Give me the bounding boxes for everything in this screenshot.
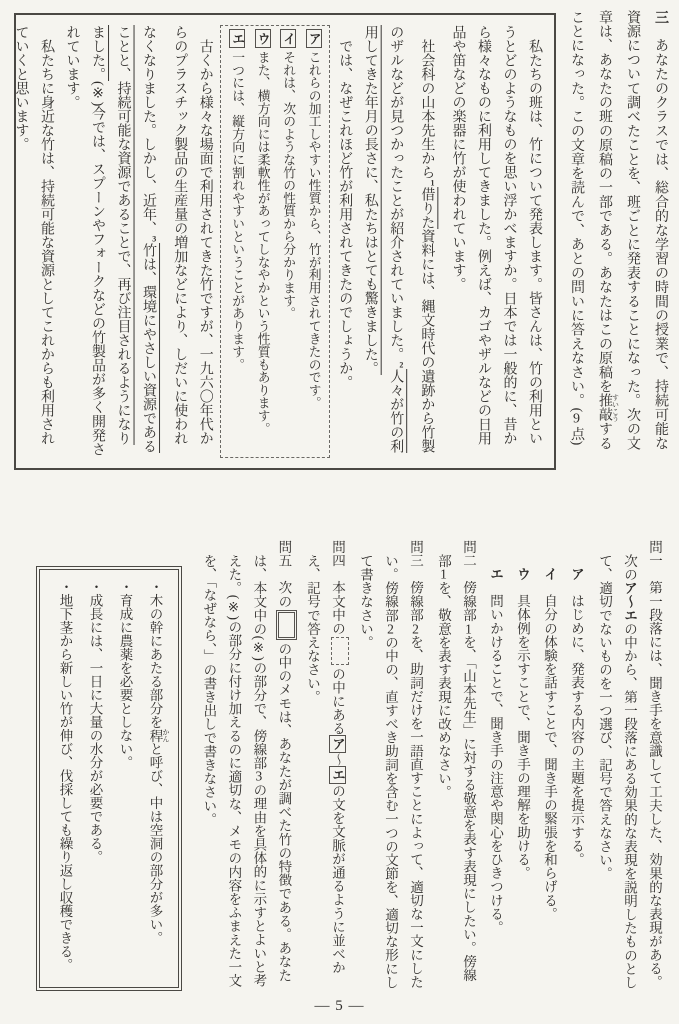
boxed-mark-a: ア bbox=[330, 737, 345, 751]
choice-i bbox=[275, 29, 301, 454]
sideline-3-text: 竹は、環境にやさしい資源であることと、持続可能な資源であることで、再び注目されるようになりました。 bbox=[90, 25, 157, 453]
paragraph-text: 資料には、縄文時代の遺跡から竹製のザルなどが見つかったことが紹介されていました。 bbox=[388, 25, 435, 453]
ruby-reading: かん bbox=[162, 728, 170, 743]
paragraph-text: では、なぜこれほど竹が利用されてきたのでしょうか。 bbox=[337, 25, 353, 389]
q1-option-i-mark: イ bbox=[542, 567, 557, 581]
passage-paragraph-2 bbox=[357, 25, 445, 458]
sideline-2-text: 人々が竹の利用してきた年月の長さに、私たちはとても驚きました。 bbox=[362, 25, 404, 453]
choice-u-text: また、横方向には柔軟性があってしなやかという性質もあります。 bbox=[255, 50, 270, 435]
ref-digit: 1 bbox=[440, 567, 447, 581]
choice-e-text: 一つには、縦方向に割れやすいということがあります。 bbox=[230, 50, 245, 371]
paragraph-text: 私たちに身近な竹は、持続可能な資源としてこれからも利用されていくと思います。 bbox=[13, 25, 55, 445]
question-3-text3: の中の、直すべき助詞を含む一つの文節を、適切な形にして書きなさい。 bbox=[358, 553, 398, 989]
points-digit: 9 bbox=[573, 412, 580, 427]
question-2-text2: を、「山本先生」に対する敬意を表す表現にしたい。傍線部 bbox=[436, 553, 476, 982]
choice-u bbox=[249, 29, 275, 454]
question-1-text: 第一段落には、聞き手を意識して工夫した、効果的な表現がある。次の bbox=[622, 553, 662, 989]
question-5 bbox=[196, 540, 297, 994]
choice-u-mark: ウ bbox=[255, 29, 271, 48]
intro-text-tail: 点) bbox=[569, 426, 584, 446]
ruby-base: 推敲 bbox=[597, 393, 612, 422]
question-4-text2: の中にある bbox=[330, 667, 345, 736]
memo-item-text: ・地下茎から新しい竹が伸び、伐採しても繰り返し収穫できる。 bbox=[57, 580, 73, 972]
question-4-label: 問四 bbox=[330, 540, 345, 568]
question-2-text3: を、敬意を表す表現に改めなさい。 bbox=[436, 580, 451, 799]
questions-block bbox=[181, 540, 667, 994]
ref-digit: 1 bbox=[465, 621, 472, 636]
passage-paragraph-5 bbox=[8, 25, 59, 458]
boxed-mark-e: エ bbox=[330, 768, 345, 783]
question-2 bbox=[431, 540, 481, 994]
memo-item-text: ・木の幹にあたる部分を bbox=[147, 580, 163, 729]
ruby-base: 稈 bbox=[147, 728, 163, 743]
intro-block bbox=[552, 10, 674, 452]
passage-box bbox=[14, 13, 556, 470]
q1-option-e bbox=[483, 540, 508, 994]
question-3 bbox=[353, 540, 428, 994]
sideline-ref-3: 3 bbox=[152, 235, 157, 243]
question-4 bbox=[300, 540, 350, 994]
choice-a-mark: ア bbox=[306, 29, 322, 48]
memo-item-text: と呼び、中は空洞の部分が多い。 bbox=[147, 742, 163, 945]
intro-text: あなたのクラスでは、総合的な学習の時間の授業で、持続可能な資源について調べたことを、班ごとに発表することになった。次の文章は、あなたの班の原稿の一部である。あなたはこの原稿を bbox=[597, 10, 668, 451]
question-1-range: ア～エ bbox=[622, 580, 637, 622]
paragraph-text: 社会科の山本先生から bbox=[419, 25, 435, 179]
reorder-sentences-box bbox=[220, 25, 330, 458]
question-1-label: 問一 bbox=[647, 540, 662, 568]
choice-i-mark: イ bbox=[280, 29, 296, 48]
q1-option-i bbox=[537, 540, 562, 994]
ref-digit: 3 bbox=[255, 769, 263, 783]
q1-option-u-mark: ウ bbox=[515, 567, 530, 581]
section-number: 三 bbox=[653, 10, 668, 25]
q1-option-u bbox=[510, 540, 535, 994]
ref-digit: 2 bbox=[412, 621, 419, 636]
ruby-reading: すいこう bbox=[611, 393, 620, 422]
sideline-1-text: 借りた bbox=[419, 187, 435, 229]
question-3-text2: を、助詞だけを一語直すことによって、適切な一文にしたい。傍線部 bbox=[383, 553, 423, 989]
memo-item-3 bbox=[81, 580, 110, 977]
passage-paragraph-4 bbox=[59, 25, 218, 458]
intro-text-mid: することになった。この文章を読んで、あとの問いに答えなさい。( bbox=[569, 10, 612, 451]
q1-option-a-mark: ア bbox=[569, 567, 584, 581]
question-1-text2: の中から、第一段落にある効果的な表現を説明したものとして、適切でないものを一つ選び、記号で答えなさい。 bbox=[597, 553, 637, 989]
q1-option-e-text: 問いかけることで、聞き手の注意や関心をひきつける。 bbox=[488, 580, 503, 935]
memo-item-4 bbox=[51, 580, 80, 977]
memo-item-2 bbox=[111, 580, 140, 977]
ruby-kan bbox=[147, 728, 170, 743]
question-2-text: 傍線部 bbox=[461, 567, 476, 622]
question-5-text3: の理由を具体的に示すとよいと考えた。(※)の部分に付け加えるのに適切な、メモの内容をふまえた一文を、「なぜなら、」の書き出しで書きなさい。 bbox=[201, 553, 267, 987]
memo-item-text: ・育成に農薬を必要としない。 bbox=[117, 580, 133, 769]
question-2-label: 問二 bbox=[461, 540, 476, 568]
q1-option-a-text: はじめに、発表する内容の主題を提示する。 bbox=[569, 580, 584, 867]
question-4-text3: の文を文脈が通るように並べかえ、記号で答えなさい。 bbox=[305, 553, 345, 975]
q1-option-e-mark: エ bbox=[488, 567, 503, 581]
question-5-label: 問五 bbox=[276, 540, 292, 568]
sideline-ref-2: 2 bbox=[399, 361, 404, 369]
question-4-text: 本文中の bbox=[330, 567, 345, 636]
choice-e bbox=[224, 29, 250, 454]
q1-option-i-text: 自分の体験を話すことで、聞き手の緊張を和らげる。 bbox=[542, 580, 557, 921]
paragraph-text: 古くから様々な場面で利用されてきた竹ですが、一九六〇年代からのプラスチック製品の生産量の増加などにより、しだいに使われなくなりました。しかし、近年、 bbox=[141, 25, 213, 445]
passage-paragraph-1 bbox=[445, 25, 547, 458]
paragraph-text: (※)今では、スプーンやフォークなどの竹製品が多く開発されています。 bbox=[64, 25, 106, 457]
tilde: ～ bbox=[330, 752, 345, 767]
question-5-text2: の中のメモは、あなたが調べた竹の特徴である。あなたは、本文中の(※)の部分で、傍線部 bbox=[251, 553, 292, 983]
paragraph-text: 私たちの班は、竹について発表します。皆さんは、竹の利用というとどのようなものを思い浮かべますか。日本では一般的に、昔から様々なものに利用してきました。例えば、カゴやザルなどの日用品や笛などの楽器に竹が使われています。 bbox=[450, 25, 542, 445]
sideline-ref-1: 1 bbox=[430, 179, 435, 187]
memo-item-1 bbox=[141, 580, 171, 977]
q1-option-u-text: 具体例を示すことで、聞き手の理解を助ける。 bbox=[515, 580, 530, 880]
choice-e-mark: エ bbox=[229, 29, 245, 48]
choice-a-text: これらの加工しやすい性質から、竹が利用されてきたのです。 bbox=[306, 50, 321, 410]
q1-option-a bbox=[564, 540, 589, 994]
memo-box bbox=[36, 566, 182, 991]
memo-item-text: ・成長には、一日に大量の水分が必要である。 bbox=[87, 580, 103, 864]
passage-paragraph-3 bbox=[332, 25, 358, 458]
question-5-text: 次の bbox=[276, 567, 292, 609]
page-number: — 5 — bbox=[314, 998, 365, 1014]
choice-i-text: それは、次のような竹の性質から分かります。 bbox=[281, 50, 296, 320]
double-box-glyph bbox=[276, 610, 297, 640]
dashed-box-glyph bbox=[331, 637, 349, 665]
ref-digit: 2 bbox=[387, 621, 394, 635]
ruby-suikou bbox=[597, 393, 620, 422]
choice-a bbox=[300, 29, 326, 454]
question-3-label: 問三 bbox=[408, 540, 423, 568]
question-3-text: 傍線部 bbox=[408, 567, 423, 622]
question-1 bbox=[592, 540, 667, 994]
